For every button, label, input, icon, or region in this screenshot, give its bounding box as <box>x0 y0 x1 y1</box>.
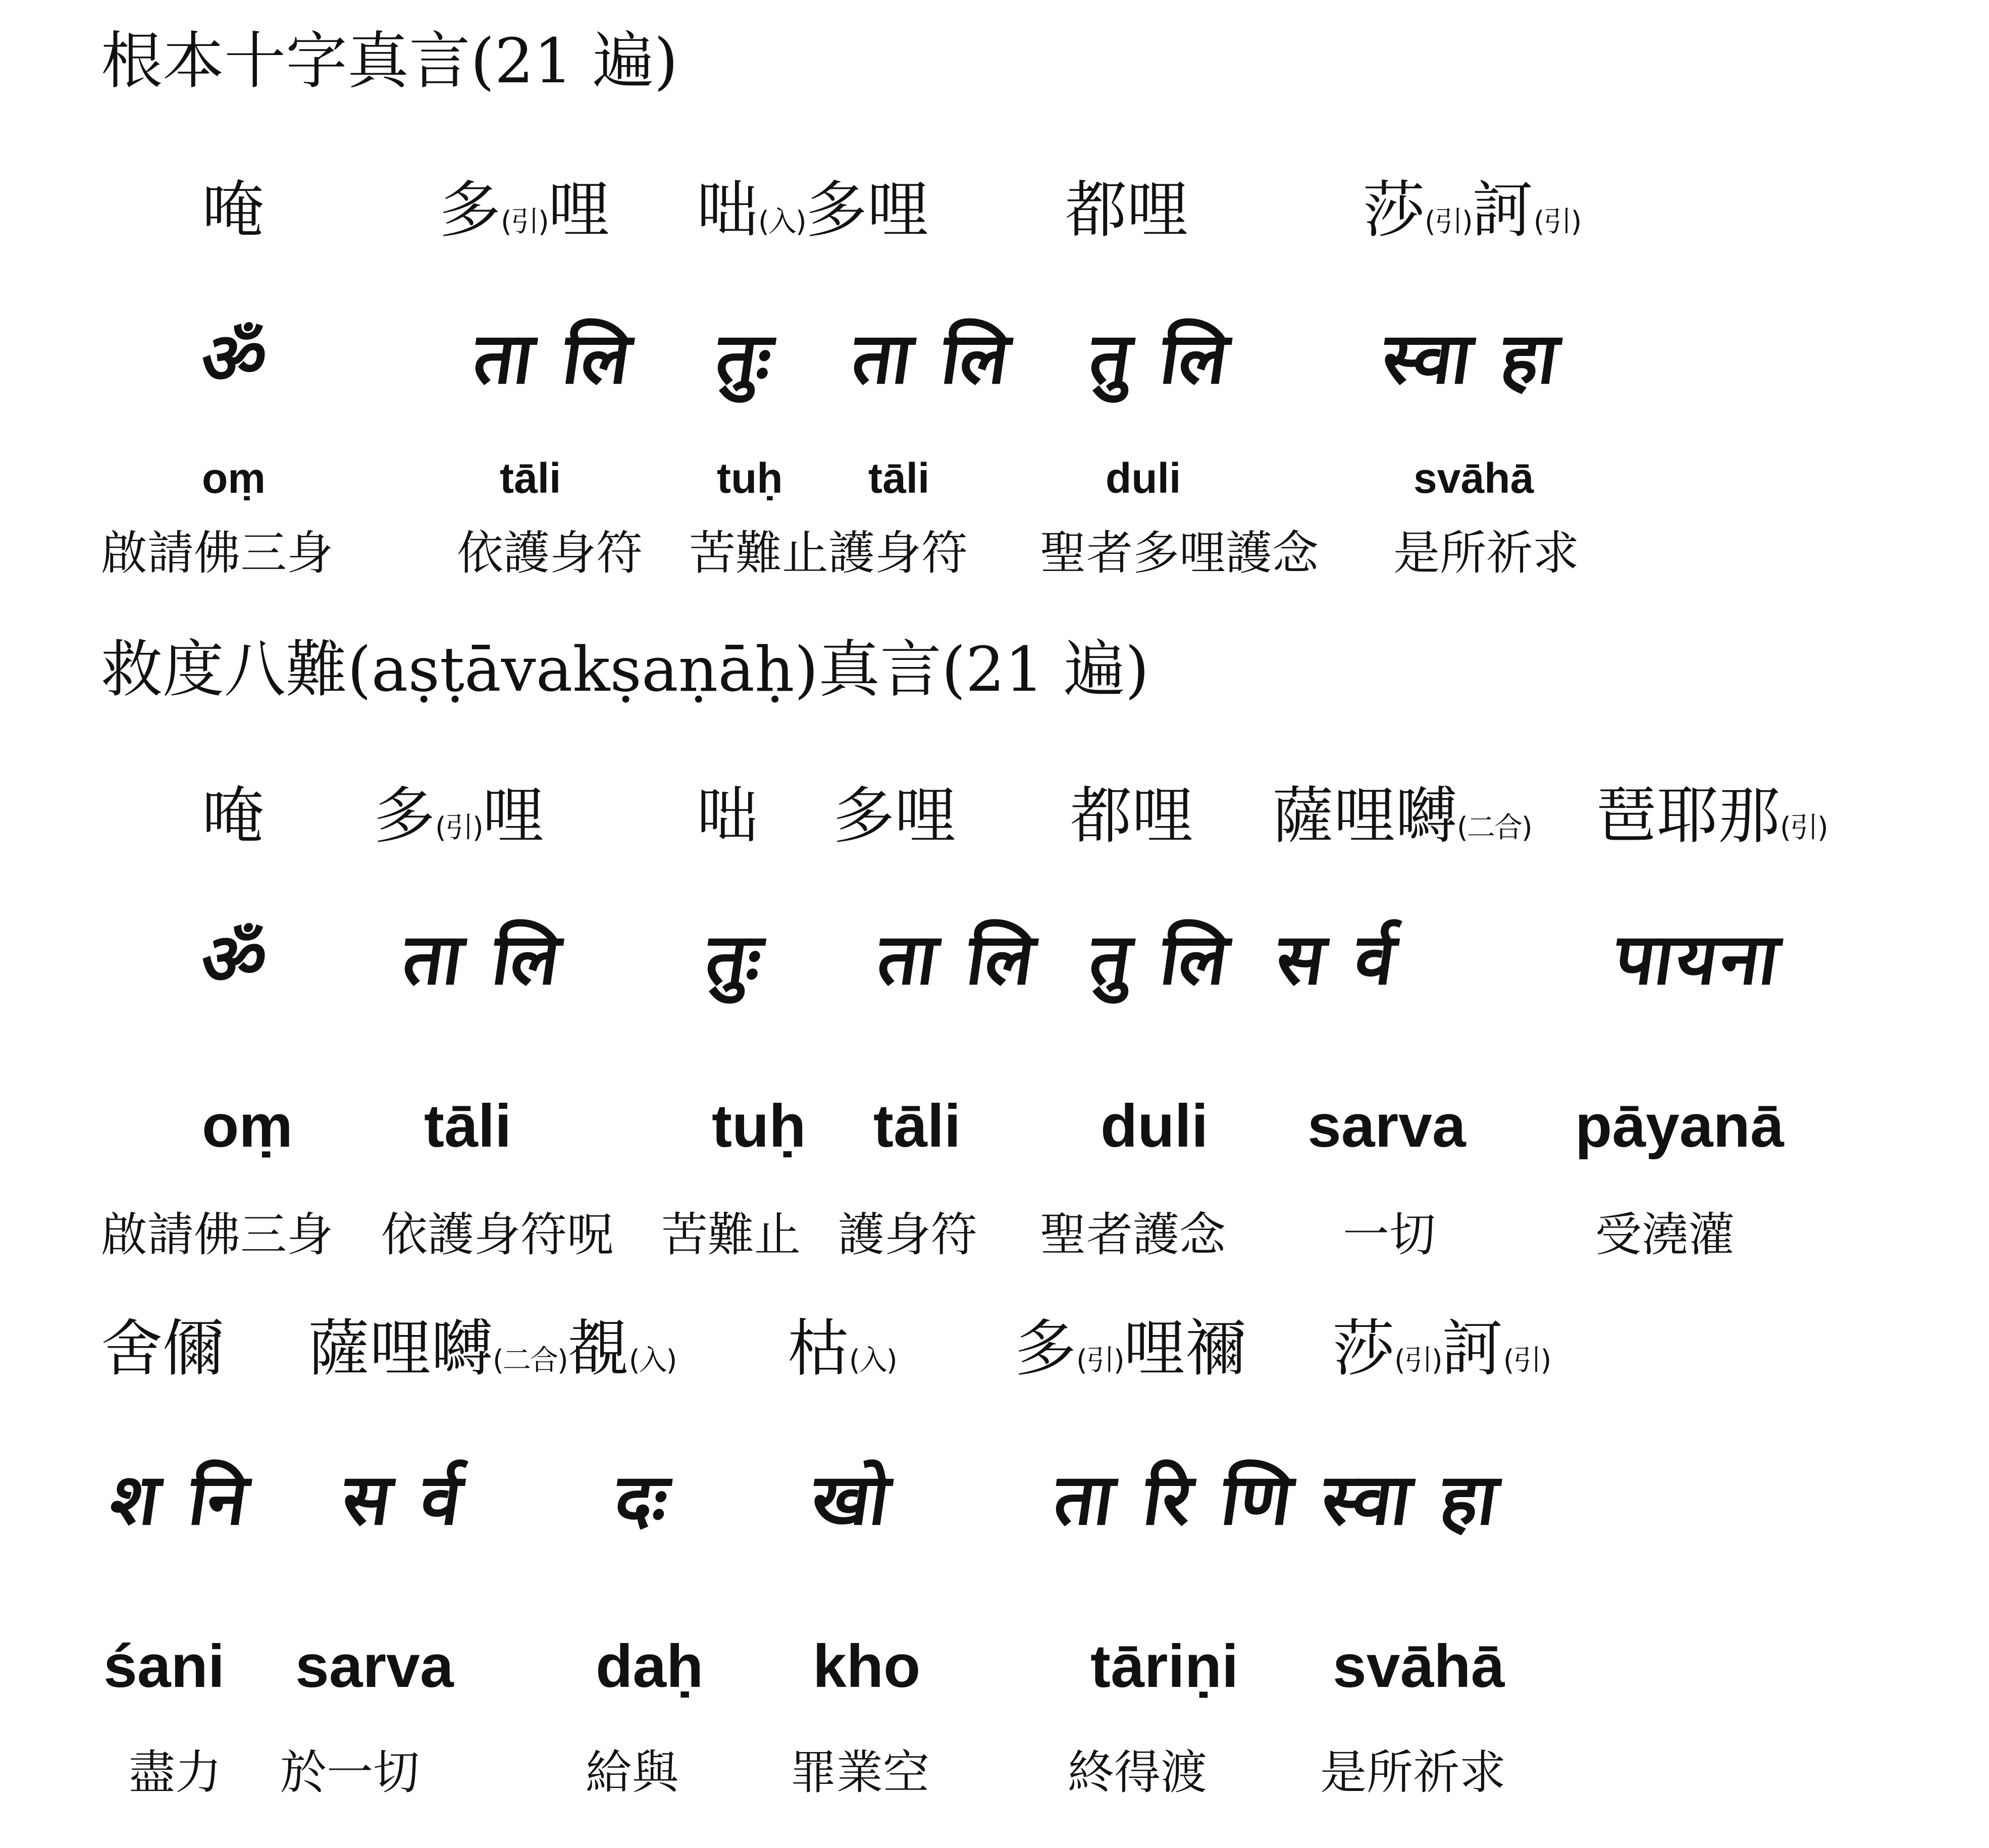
pronunciation-note: (引) <box>1394 1344 1442 1377</box>
romanized-syllable: tāriṇi <box>1090 1632 1239 1700</box>
pronunciation-note: (引) <box>1425 206 1472 238</box>
chinese-syllable: 訶 <box>1441 1313 1503 1384</box>
romanized-syllable: pāyanā <box>1575 1092 1784 1160</box>
section2-roman-row <box>0 1092 1989 1166</box>
meaning-text: 依護身符 <box>457 526 643 580</box>
meaning-text: 受澆灌 <box>1595 1208 1735 1262</box>
romanized-syllable: tāli <box>873 1092 961 1160</box>
chinese-syllable: 覩 <box>567 1313 629 1384</box>
chinese-phonetic-group <box>1070 780 1193 852</box>
meaning-text: 於一切 <box>280 1746 420 1800</box>
section1-title: 根本十字真言(21 遍) <box>101 25 678 97</box>
meaning-text: 是所祈求 <box>1393 526 1580 580</box>
siddham-glyph: ता लि <box>872 918 1043 1001</box>
pronunciation-note: (引) <box>435 811 483 844</box>
siddham-glyph: ॐ <box>196 317 276 400</box>
chinese-syllable: 薩哩嚩 <box>308 1313 493 1384</box>
chinese-phonetic-group <box>1363 174 1581 246</box>
romanized-syllable: tuḥ <box>712 1092 806 1160</box>
siddham-glyph: ता लि <box>398 918 568 1001</box>
chinese-syllable: 咄 <box>697 174 758 246</box>
chinese-syllable: 哩 <box>548 174 610 246</box>
siddham-glyph: तुः <box>701 918 770 1001</box>
section1-roman-row <box>0 454 1989 512</box>
romanized-syllable: tāli <box>868 454 930 502</box>
chinese-phonetic-group <box>202 174 264 246</box>
pronunciation-note: (二合) <box>493 1344 567 1377</box>
section1-meaning-row <box>0 526 1989 586</box>
meaning-text: 給與 <box>586 1746 679 1800</box>
meaning-text: 罪業空 <box>790 1746 930 1800</box>
pronunciation-note: (入) <box>629 1344 676 1377</box>
chinese-phonetic-group <box>1015 1313 1247 1384</box>
chinese-phonetic-group <box>833 780 956 852</box>
siddham-glyph: ॐ <box>196 918 276 1001</box>
section3-cn-row <box>0 1313 1989 1394</box>
section3-siddham-row <box>0 1458 1989 1550</box>
section2-title: 救度八難(aṣṭāvakṣaṇāḥ)真言(21 遍) <box>101 634 1149 705</box>
meaning-text: 聖者多哩護念 <box>1040 526 1319 580</box>
siddham-glyph: खो <box>807 1458 898 1541</box>
siddham-glyph: ता लि <box>468 317 639 400</box>
meaning-text: 終得渡 <box>1068 1746 1208 1800</box>
siddham-glyph: तु लि <box>1084 918 1237 1001</box>
chinese-syllable: 薩哩嚩 <box>1272 780 1457 852</box>
chinese-syllable: 枯 <box>788 1313 849 1384</box>
meaning-text: 啟請佛三身 <box>101 526 334 580</box>
section3-roman-row <box>0 1632 1989 1707</box>
siddham-glyph: स्वा हा <box>1317 1458 1506 1541</box>
meaning-text: 苦難止 <box>661 1208 801 1262</box>
pronunciation-note: (引) <box>1533 206 1581 238</box>
siddham-glyph: स र्व <box>337 1458 470 1541</box>
siddham-glyph: श नि <box>105 1458 256 1541</box>
section1-cn-row <box>0 174 1989 255</box>
chinese-phonetic-group <box>1595 780 1827 852</box>
romanized-syllable: duli <box>1106 454 1181 502</box>
meaning-text: 聖者護念 <box>1040 1208 1226 1262</box>
chinese-syllable: 莎 <box>1363 174 1425 246</box>
meaning-text: 苦難止護身符 <box>689 526 968 580</box>
chinese-syllable: 哩 <box>482 780 544 852</box>
chinese-phonetic-group <box>439 174 610 246</box>
siddham-glyph: पायना <box>1609 918 1788 1001</box>
romanized-syllable: duli <box>1101 1092 1209 1160</box>
siddham-glyph: स्वा हा <box>1377 317 1567 400</box>
meaning-text: 盡力 <box>129 1746 222 1800</box>
chinese-syllable: 多哩 <box>805 174 929 246</box>
chinese-phonetic-group <box>101 1313 224 1384</box>
siddham-glyph: दः <box>610 1458 677 1541</box>
pronunciation-note: (引) <box>1780 811 1827 844</box>
siddham-glyph: ता रि णि <box>1049 1458 1301 1541</box>
chinese-syllable: 莎 <box>1333 1313 1394 1384</box>
romanized-syllable: kho <box>813 1632 921 1700</box>
romanized-syllable: oṃ <box>202 454 266 502</box>
romanized-syllable: tuḥ <box>717 454 783 502</box>
romanized-syllable: sarva <box>295 1632 454 1700</box>
chinese-phonetic-group <box>1272 780 1532 852</box>
pronunciation-note: (引) <box>1503 1344 1551 1377</box>
chinese-syllable: 多 <box>1015 1313 1076 1384</box>
romanized-syllable: svāhā <box>1414 454 1534 502</box>
chinese-syllable: 舍儞 <box>101 1313 224 1384</box>
meaning-text: 啟請佛三身 <box>101 1208 334 1262</box>
section2-siddham-row <box>0 918 1989 1010</box>
section2-cn-row <box>0 780 1989 861</box>
pronunciation-note: (引) <box>501 206 548 238</box>
chinese-syllable: 咄 <box>697 780 758 852</box>
meaning-text: 護身符 <box>838 1208 978 1262</box>
chinese-syllable: 訶 <box>1472 174 1534 246</box>
chinese-syllable: 都哩 <box>1070 780 1193 852</box>
pronunciation-note: (入) <box>758 206 806 238</box>
section3-meaning-row <box>0 1746 1989 1805</box>
chinese-syllable: 哩禰 <box>1123 1313 1247 1384</box>
pronunciation-note: (入) <box>849 1344 897 1377</box>
meaning-text: 依護身符呪 <box>381 1208 614 1262</box>
romanized-syllable: sarva <box>1307 1092 1466 1160</box>
section2-meaning-row <box>0 1208 1989 1267</box>
pronunciation-note: (引) <box>1076 1344 1124 1377</box>
romanized-syllable: oṃ <box>202 1092 293 1160</box>
siddham-glyph: ता लि <box>847 317 1018 400</box>
romanized-syllable: daḥ <box>596 1632 704 1700</box>
siddham-glyph: स र्व <box>1271 918 1404 1001</box>
meaning-text: 一切 <box>1343 1208 1436 1262</box>
siddham-glyph: तुः <box>711 317 780 400</box>
chinese-phonetic-group <box>308 1313 676 1384</box>
chinese-phonetic-group <box>374 780 544 852</box>
chinese-phonetic-group <box>1333 1313 1551 1384</box>
chinese-phonetic-group <box>788 1313 897 1384</box>
siddham-glyph: तु लि <box>1084 317 1237 400</box>
pronunciation-note: (二合) <box>1457 811 1532 844</box>
romanized-syllable: śani <box>103 1632 225 1700</box>
romanized-syllable: tāli <box>500 454 561 502</box>
chinese-phonetic-group <box>1065 174 1188 246</box>
romanized-syllable: tāli <box>424 1092 512 1160</box>
section1-siddham-row <box>0 317 1989 409</box>
chinese-phonetic-group <box>697 780 758 852</box>
chinese-phonetic-group <box>202 780 264 852</box>
chinese-syllable: 多哩 <box>833 780 956 852</box>
meaning-text: 是所祈求 <box>1320 1746 1506 1800</box>
chinese-syllable: 琶耶那 <box>1595 780 1780 852</box>
chinese-syllable: 唵 <box>202 174 264 246</box>
chinese-syllable: 都哩 <box>1065 174 1188 246</box>
chinese-syllable: 唵 <box>202 780 264 852</box>
chinese-phonetic-group <box>697 174 929 246</box>
chinese-syllable: 多 <box>439 174 501 246</box>
chinese-syllable: 多 <box>374 780 435 852</box>
romanized-syllable: svāhā <box>1333 1632 1505 1700</box>
